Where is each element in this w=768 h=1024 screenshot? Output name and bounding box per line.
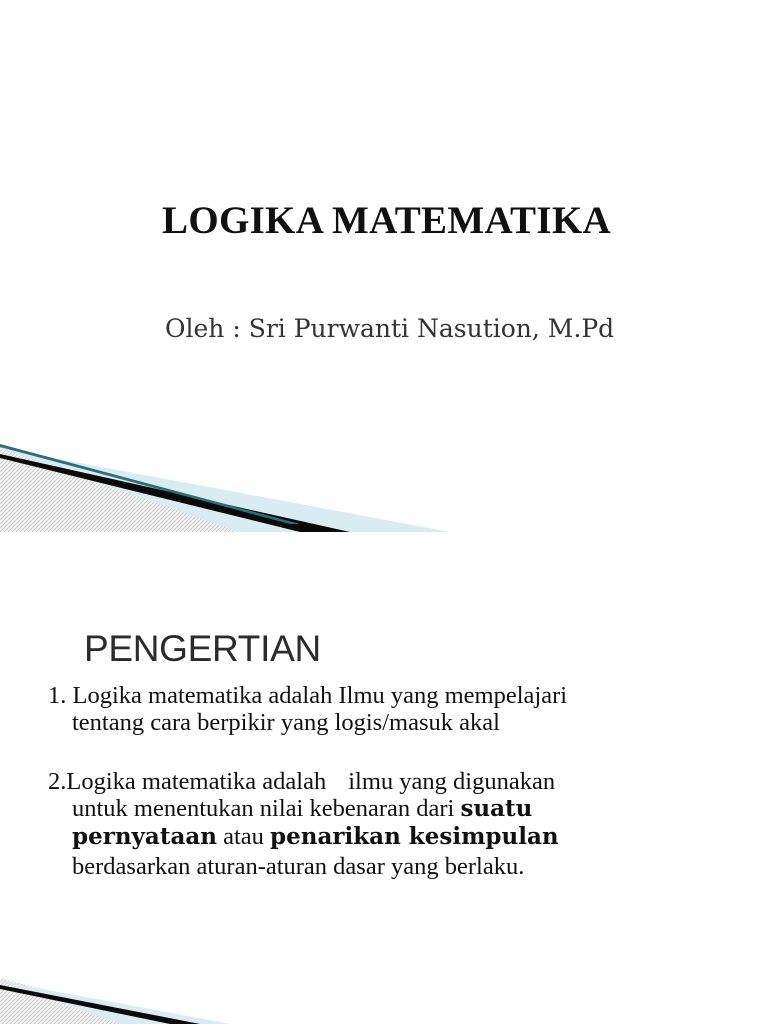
definition-point-1: [48, 682, 748, 736]
slide-subtitle: Oleh : Sri Purwanti Nasution, M.Pd: [165, 314, 615, 343]
point-2-bold-suatu: suatu: [460, 795, 533, 822]
point-2-bold-pernyataan: pernyataan: [72, 823, 217, 850]
point-1-line-2: tentang cara berpikir yang logis/masuk akal: [72, 709, 500, 736]
definition-point-2: [48, 768, 748, 882]
point-2-line-2: [48, 795, 748, 822]
point-2-bold-penarikan: penarikan kesimpulan: [270, 823, 559, 850]
point-2-line-1-a: 2.Logika matematika adalah: [48, 768, 327, 795]
point-2-line-1-b: ilmu yang digunakan: [348, 768, 556, 795]
section-heading: PENGERTIAN: [84, 628, 321, 669]
point-2-line-4: berdasarkan aturan-aturan dasar yang berlaku.: [72, 853, 525, 880]
definition-slide: [0, 532, 768, 1024]
point-2-line-3-atau: atau: [223, 823, 264, 850]
slide-title: LOGIKA MATEMATIKA: [162, 199, 611, 242]
point-2-line-1: [48, 768, 748, 795]
decorative-swoosh-2: [0, 978, 768, 1024]
point-2-line-2-a: untuk menentukan nilai kebenaran dari: [72, 795, 455, 822]
point-2-line-3: [48, 822, 748, 852]
decorative-swoosh-1: [0, 444, 768, 532]
point-1-line-1: 1. Logika matematika adalah Ilmu yang mempelajari: [48, 682, 568, 709]
